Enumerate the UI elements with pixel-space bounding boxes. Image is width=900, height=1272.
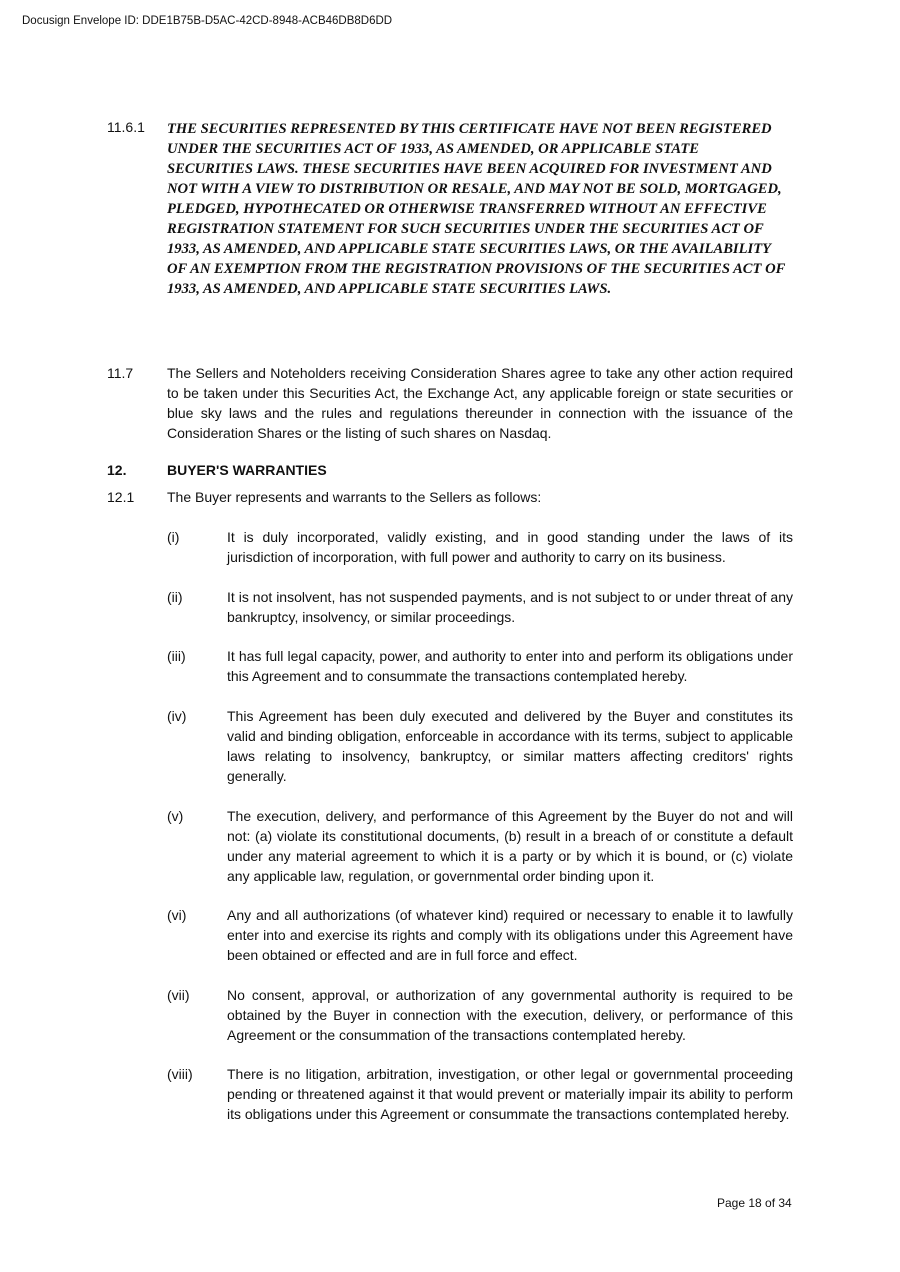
item-text: It is not insolvent, has not suspended payments, and is not subject to or under threat of any bankruptcy, insolvency, or similar proceedings. [227,589,793,625]
clause-text: The Sellers and Noteholders receiving Consideration Shares agree to take any other action required to be taken under this Securities Act, the Exchange Act, any applicable foreign or state securities or blue sky laws and the rules and regulations thereunder in connection with the issuance of the Consideration Shares or the listing of such shares on Nasdaq. [167,365,793,441]
securities-legend-text: THE SECURITIES REPRESENTED BY THIS CERTIFICATE HAVE NOT BEEN REGISTERED UNDER THE SECURITIES ACT OF 1933, AS AMENDED, OR APPLICABLE STATE SECURITIES LAWS. THESE SECURITIES HAVE BEEN ACQUIRED FOR INVESTMENT AND NOT WITH A VIEW TO DISTRIBUTION OR RESALE, AND MAY NOT BE SOLD, MORTGAGED, PLEDGED, HYPOTHECATED OR OTHERWISE TRANSFERRED WITHOUT AN EFFECTIVE REGISTRATION STATEMENT FOR SUCH SECURITIES UNDER THE SECURITIES ACT OF 1933, AS AMENDED, AND APPLICABLE STATE SECURITIES LAWS, OR THE AVAILABILITY OF AN EXEMPTION FROM THE REGISTRATION PROVISIONS OF THE SECURITIES ACT OF 1933, AS AMENDED, AND APPLICABLE STATE SECURITIES LAWS. [167,121,786,297]
item-numeral: (v) [167,808,184,824]
item-text: It is duly incorporated, validly existing, and in good standing under the laws of its jurisdiction of incorporation, with full power and authority to carry on its business. [227,529,793,565]
envelope-id: Docusign Envelope ID: DDE1B75B-D5AC-42CD-8948-ACB46DB8D6DD [22,15,393,27]
section-number: 12. [107,462,127,478]
item-numeral: (vi) [167,907,187,923]
item-numeral: (i) [167,529,180,545]
item-text: Any and all authorizations (of whatever kind) required or necessary to enable it to lawfully enter into and exercise its rights and comply with its obligations under this Agreement have been obtained or effected and are in full force and effect. [227,907,793,963]
item-numeral: (viii) [167,1066,193,1082]
item-numeral: (iii) [167,648,186,664]
item-text: There is no litigation, arbitration, investigation, or other legal or governmental proceeding pending or threatened against it that would prevent or materially impair its ability to perform its obligations under this Agreement or consummate the transactions contemplated hereby. [227,1066,793,1122]
clause-number: 11.7 [107,365,134,381]
item-text: It has full legal capacity, power, and authority to enter into and perform its obligations under this Agreement and to consummate the transactions contemplated hereby. [227,648,793,684]
clause-number: 12.1 [107,489,135,505]
item-text: This Agreement has been duly executed and delivered by the Buyer and constitutes its valid and binding obligation, enforceable in accordance with its terms, subject to applicable laws relating to insolvency, bankruptcy, or similar matters affecting creditors' rights generally. [227,708,793,784]
clause-text: The Buyer represents and warrants to the Sellers as follows: [167,489,542,505]
item-text: No consent, approval, or authorization of any governmental authority is required to be obtained by the Buyer in connection with the execution, delivery, or performance of this Agreement or the consummation of the transactions contemplated hereby. [227,987,793,1043]
item-numeral: (vii) [167,987,190,1003]
page-number: Page 18 of 34 [717,1196,792,1210]
item-text: The execution, delivery, and performance of this Agreement by the Buyer do not and will not: (a) violate its constitutional documents, (b) result in a breach of or constitute a default under any material agreement to which it is a party or by which it is bound, or (c) violate any applicable law, regulation, or governmental order binding upon it. [227,808,793,884]
clause-number: 11.6.1 [107,119,145,135]
item-numeral: (iv) [167,708,187,724]
section-title: BUYER'S WARRANTIES [167,462,327,478]
item-numeral: (ii) [167,589,183,605]
